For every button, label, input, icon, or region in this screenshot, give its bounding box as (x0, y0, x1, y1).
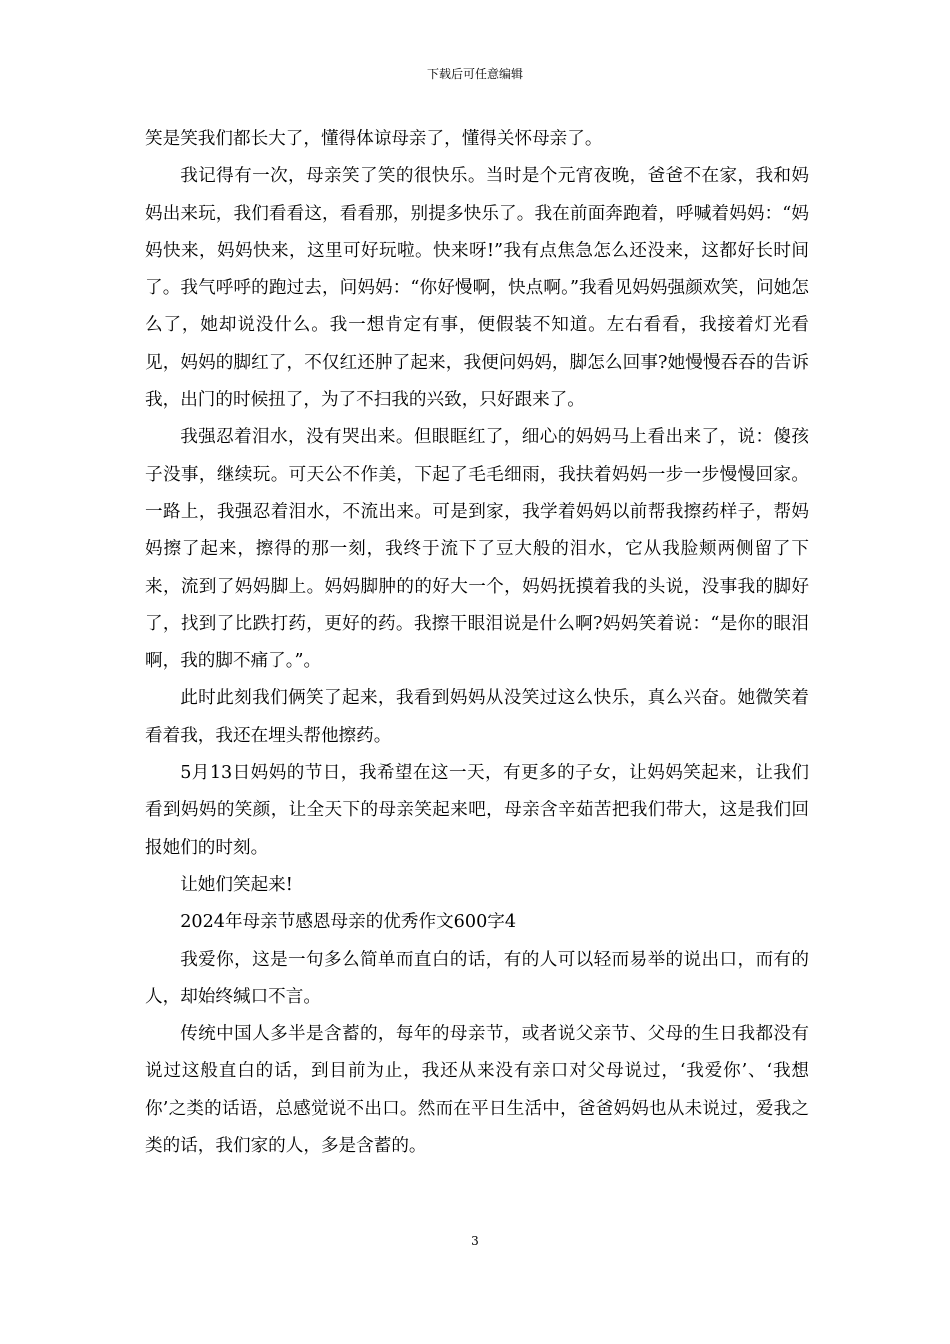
page-header: 下载后可任意编辑 (426, 67, 523, 81)
paragraph: 传统中国人多半是含蓄的，每年的母亲节，或者说父亲节、父母的生日我都没有说过这般直白的话，到目前为止，我还从来没有亲口对父母说过，‘我爱你’、‘我想你’之类的话语，总感觉说不出口。然而在平日生活中，爸爸妈妈也从未说过，爱我之类的话，我们家的人，多是含蓄的。 (145, 1024, 809, 1157)
paragraph: 我强忍着泪水，没有哭出来。但眼眶红了，细心的妈妈马上看出来了，说：傻孩子没事，继续玩。可天公不作美，下起了毛毛细雨，我扶着妈妈一步一步慢慢回家。一路上，我强忍着泪水，不流出来。可是到家，我学着妈妈以前帮我擦药样子，帮妈妈擦了起来，擦得的那一刻，我终于流下了豆大般的泪水，它从我脸颊两侧留了下来，流到了妈妈脚上。妈妈脚肿的的好大一个，妈妈抚摸着我的头说，没事我的脚好了，找到了比跌打药，更好的药。我擦干眼泪说是什么啊?妈妈笑着说：“是你的眼泪啊，我的脚不痛了。”。 (145, 427, 809, 672)
paragraph: 此时此刻我们俩笑了起来，我看到妈妈从没笑过这么快乐，真么兴奋。她微笑着看着我，我还在埋头帮他擦药。 (145, 688, 809, 746)
paragraph: 让她们笑起来! (180, 874, 293, 895)
paragraph-continuation: 笑是笑我们都长大了，懂得体谅母亲了，懂得关怀母亲了。 (145, 129, 603, 149)
section-title: 2024年母亲节感恩母亲的优秀作文600字4 (180, 912, 517, 933)
paragraph: 5月13日妈妈的节日，我希望在这一天，有更多的子女，让妈妈笑起来，让我们看到妈妈的笑颜，让全天下的母亲笑起来吧，母亲含辛茹苦把我们带大，这是我们回报她们的时刻。 (145, 763, 809, 858)
page-number: 3 (471, 1234, 479, 1248)
document-body (145, 121, 809, 1165)
paragraph: 我记得有一次，母亲笑了笑的很快乐。当时是个元宵夜晚，爸爸不在家，我和妈妈出来玩，我们看看这，看看那，别提多快乐了。我在前面奔跑着，呼喊着妈妈：“妈妈快来，妈妈快来，这里可好玩啦。快来呀!”我有点焦急怎么还没来，这都好长时间了。我气呼呼的跑过去，问妈妈：“你好慢啊，快点啊。”我看见妈妈强颜欢笑，问她怎么了，她却说没什么。我一想肯定有事，便假装不知道。左右看看，我接着灯光看见，妈妈的脚红了，不仅红还肿了起来，我便问妈妈，脚怎么回事?她慢慢吞吞的告诉我，出门的时候扭了，为了不扫我的兴致，只好跟来了。 (145, 166, 809, 411)
paragraph: 我爱你，这是一句多么简单而直白的话，有的人可以轻而易举的说出口，而有的人，却始终缄口不言。 (145, 949, 809, 1007)
